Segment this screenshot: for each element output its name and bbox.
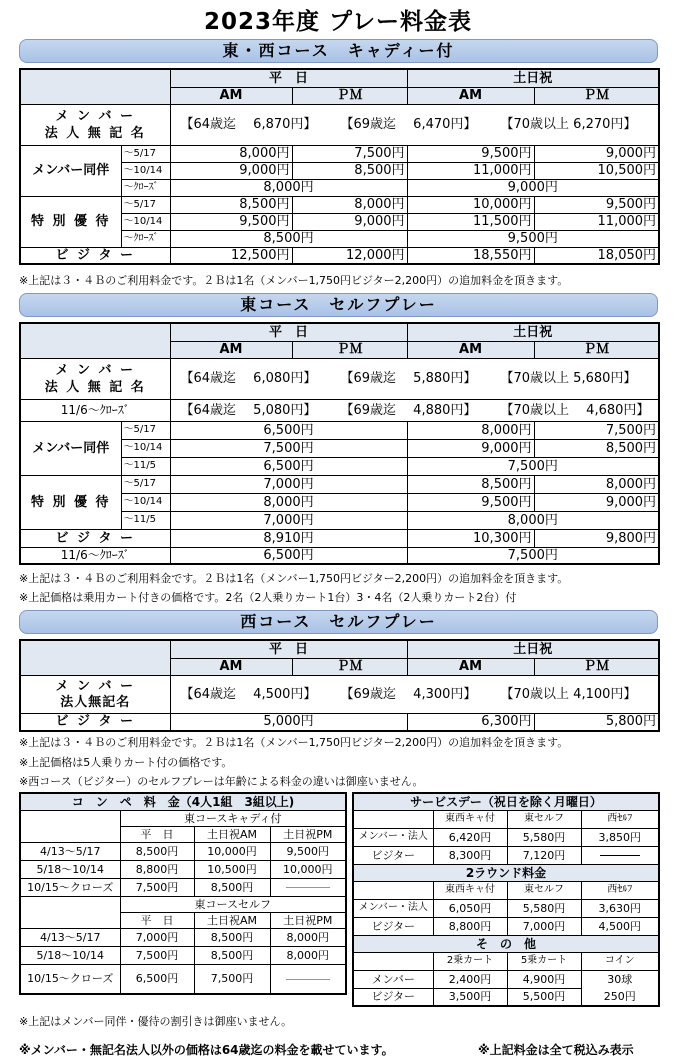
weekday-header: 平 日 [170, 69, 407, 87]
footer-note-right: ※上記料金は全て税込み表示 [478, 1043, 634, 1057]
special-label: 特 別 優 待 [20, 196, 121, 247]
age-rate-row: 【64歳迄 6,080円】 【69歳迄 5,880円】 【70歳以上 5,680円】 [170, 358, 659, 399]
visitor-label: ビ ジ タ ー [20, 247, 170, 264]
member-label: メ ン バ ー 法 人 無 記 名 [20, 104, 170, 145]
holiday-header: 土日祝 [407, 69, 659, 87]
companion-label: メンバー同伴 [20, 145, 121, 196]
section-banner-east-self: 東コース セルフプレー [19, 293, 658, 317]
am-header: AM [170, 87, 292, 104]
other-title: そ の 他 [353, 935, 659, 952]
age-rate-64: 【64歳迄 6,870円】 [180, 117, 317, 132]
member-label: メ ン バ ー 法 人 無 記 名 [20, 358, 170, 399]
age-rate-70: 【70歳以上 6,270円】 [500, 117, 637, 132]
section-banner-west-self: 西コース セルフプレー [19, 610, 658, 634]
age-rate-row: 【64歳迄 4,500円】 【69歳迄 4,300円】 【70歳以上 4,100円】 [170, 675, 659, 713]
pm-header: ＰＭ [534, 87, 659, 104]
am-header: AM [407, 87, 534, 104]
caddy-fee-table: 平 日 土日祝 AM ＰＭ AM ＰＭ メ ン バ ー 法 人 無 記 名 【64歳迄 6,870円】 【69歳迄 6,470円】 【70歳以上 6,270円】 メンバー同伴 ～5/17 8,000円 7,500円 9,500円 9,000円 ～10/14 9,000円 8,500円 11,000円 10,500円 ～ｸﾛｰｽﾞ 8,000円 9,000円 特 別 優 待 ～5/17 8,500円 8,000円 10,000円 9,500円 ～10/14 9,500円 9,000円 11,500円 11,000円 ～ｸﾛｰｽﾞ 8,500円 9,500円 ビ ジ タ ー 12,500円 12,000円 18,550円 18,050円 [19, 68, 660, 265]
east-self-fee-table: 平 日 土日祝 AM ＰＭ AM ＰＭ メ ン バ ー 法 人 無 記 名 【64歳迄 6,080円】 【69歳迄 5,880円】 【70歳以上 5,680円】 11/6～ｸﾛｰｽﾞ 【64歳迄 5,080円】 【69歳迄 4,880円】 【70歳以上 4,680円】 メンバー同伴 ～5/17 6,500円 8,000円 7,500円 ～10/14 7,500円 9,000円 8,500円 ～11/5 6,500円 7,500円 特 別 優 待 ～5/17 7,000円 8,500円 8,000円 ～10/14 8,000円 9,500円 9,000円 ～11/5 7,000円 8,000円 ビ ジ タ ー 8,910円 10,300円 9,800円 11/6～ｸﾛｰｽﾞ 6,500円 7,500円 [19, 322, 660, 565]
age-rate-row [170, 104, 659, 145]
compe-title: コ ン ペ 料 金（4人1組 3組以上) [20, 793, 346, 810]
service-day-table: サービスデー（祝日を除く月曜日） 東西キャ付 東セルフ 西ｾﾙﾌ メンバー・法人 6,420円 5,580円 3,850円 ビジター 8,300円 7,120円 2ラウンド料金 東西キャ付 東セルフ 西ｾﾙﾌ メンバー・法人 6,050円 5,580円 3,630円 ビジター 8,800円 7,000円 4,500円 そ の 他 2乗カート 5乗カート コイン メンバー 2,400円 4,900円 30球 250円 ビジター 3,500円 5,500円 [352, 792, 660, 1007]
pm-header: ＰＭ [292, 87, 407, 104]
compe-fee-table: コ ン ペ 料 金（4人1組 3組以上) 東コースキャディ付 平 日 土日祝AM 土日祝PM 4/13～5/17 8,500円 10,000円 9,500円 5/18～10/14 8,800円 10,500円 10,000円 10/15～クローズ 7,500円 8,500円 東コースセルフ 平 日 土日祝AM 土日祝PM 4/13～5/17 7,000円 8,500円 8,000円 5/18～10/14 7,500円 8,500円 8,000円 10/15～クローズ 6,500円 7,500円 [19, 792, 347, 995]
age-rate-late-row: 【64歳迄 5,080円】 【69歳迄 4,880円】 【70歳以上 4,680円】 [170, 399, 659, 421]
section-banner-caddy: 東・西コース キャディー付 [19, 39, 658, 63]
member-label: メ ン バ ー 法人無記名 [20, 675, 170, 713]
note: ※上記は３・４Ｂのご利用料金です。２Ｂは1名（メンバー1,750円ビジター2,200円）の追加料金を頂きます。 [19, 274, 569, 287]
age-rate-69: 【69歳迄 6,470円】 [340, 117, 477, 132]
footer-note-left: ※メンバー・無記名法人以外の価格は64歳迄の料金を載せています。 [19, 1043, 394, 1057]
service-day-title: サービスデー（祝日を除く月曜日） [353, 793, 659, 810]
page-title: 2023年度 プレー料金表 [203, 9, 473, 35]
west-self-fee-table: 平 日 土日祝 AM ＰＭ AM ＰＭ メ ン バ ー 法人無記名 【64歳迄 4,500円】 【69歳迄 4,300円】 【70歳以上 4,100円】 ビ ジ タ ー 5,000円 6,300円 5,800円 [19, 639, 660, 732]
round2-title: 2ラウンド料金 [353, 864, 659, 881]
